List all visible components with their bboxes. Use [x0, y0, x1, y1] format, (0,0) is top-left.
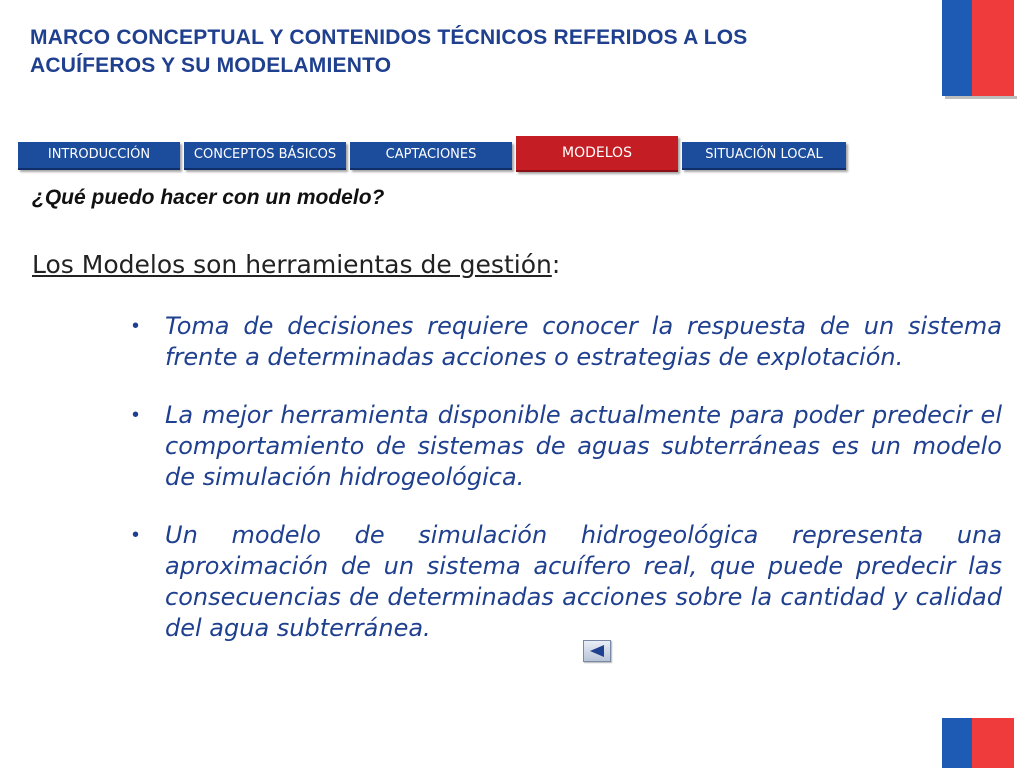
bullet-item: [132, 520, 1002, 644]
bullet-dot-icon: •: [132, 524, 140, 546]
slide-title-line-2: ACUÍFEROS Y SU MODELAMIENTO: [30, 54, 392, 77]
tab-modelos[interactable]: MODELOS: [516, 136, 678, 172]
lead-underlined-text: Los Modelos son herramientas de gestión: [32, 250, 552, 279]
flag-shadow: [945, 96, 1017, 99]
question-heading: ¿Qué puedo hacer con un modelo?: [32, 186, 385, 209]
flag-blue-stripe: [942, 0, 972, 96]
flag-blue-stripe: [942, 718, 972, 768]
bullet-list: [132, 311, 1002, 671]
bullet-item: [132, 311, 1002, 373]
bullet-dot-icon: •: [132, 404, 140, 426]
tab-introduccion[interactable]: INTRODUCCIÓN: [18, 142, 180, 170]
bullet-text: Toma de decisiones requiere conocer la respuesta de un sistema frente a determinadas acciones o estrategias de explotación.: [165, 312, 1002, 371]
lead-suffix: :: [551, 250, 561, 279]
bullet-item: [132, 400, 1002, 493]
tab-situacion-local[interactable]: SITUACIÓN LOCAL: [682, 142, 846, 170]
slide-title: [30, 24, 920, 80]
back-button[interactable]: [583, 640, 611, 662]
section-nav: [18, 142, 848, 168]
tab-conceptos-basicos[interactable]: CONCEPTOS BÁSICOS: [184, 142, 346, 170]
flag-logo-bottom: [942, 718, 1014, 768]
flag-red-stripe: [972, 0, 1014, 96]
tab-captaciones[interactable]: CAPTACIONES: [350, 142, 512, 170]
slide-title-line-1: MARCO CONCEPTUAL Y CONTENIDOS TÉCNICOS REFERIDOS A LOS: [30, 26, 748, 49]
bullet-text: Un modelo de simulación hidrogeológica representa una aproximación de un sistema acuífero real, que puede predecir las consecuencias de determinadas acciones sobre la cantidad y calidad del agua subterránea.: [165, 521, 1002, 642]
bullet-text: La mejor herramienta disponible actualmente para poder predecir el comportamiento de sistemas de aguas subterráneas es un modelo de simulación hidrogeológica.: [165, 401, 1002, 491]
back-arrow-icon: [589, 644, 605, 658]
flag-red-stripe: [972, 718, 1014, 768]
flag-logo-top: [942, 0, 1014, 96]
bullet-dot-icon: •: [132, 315, 140, 337]
lead-statement: [32, 250, 560, 279]
